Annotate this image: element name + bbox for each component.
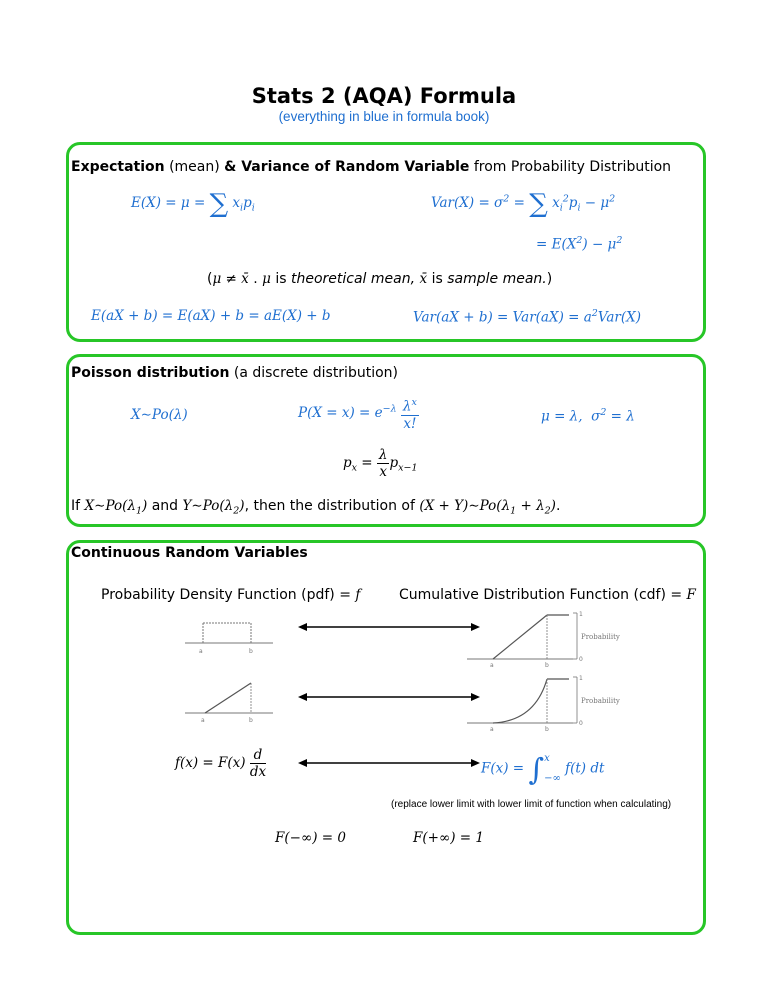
poisson-mean-variance: μ = λ, $\sigma^2 = \lambda$ [541, 407, 635, 425]
svg-text:b: b [545, 726, 549, 733]
page-title: Stats 2 (AQA) Formula [251, 84, 517, 108]
mean-note: (μ ≠ x̄ . μ is theoretical mean, x̄ is sample mean.) [207, 271, 553, 287]
poisson-pmf-formula: $P(X = x) = e^{-\lambda}$ $\frac{\lambda^x}{x!}$ [298, 397, 417, 432]
continuous-rv-box [66, 540, 706, 935]
expectation-formula: E(X) = μ = ∑ $x_ip_i$ [131, 189, 255, 219]
svg-text:0: 0 [579, 656, 583, 663]
svg-text:Probability: Probability [581, 697, 620, 705]
svg-text:b: b [249, 717, 253, 724]
section-heading-expectation: Expectation (mean) & Variance of Random Variable from Probability Distribution [71, 159, 672, 175]
variance-alt-formula: = $E(X^2) - \mu^2$ [536, 235, 623, 253]
svg-text:b: b [545, 662, 549, 669]
cdf-pos-infinity: F(+∞) = 1 [413, 830, 484, 846]
poisson-sum-statement: If $X\sim Po(\lambda_1)$ and $Y\sim Po(\lambda_2)$, then the distribution of $(X + Y)\sim Po(\lambda_1 + \lambda_2)$. [71, 498, 561, 517]
curved-cdf-graph [465, 673, 625, 733]
cdf-integral-formula: F(x) = ∫ x −∞ f(t) dt [481, 752, 605, 788]
poisson-box [66, 354, 706, 527]
double-arrow-icon [297, 689, 481, 705]
svg-text:Probability: Probability [581, 633, 620, 641]
svg-text:a: a [201, 717, 205, 724]
uniform-pdf-graph [183, 615, 275, 655]
svg-text:b: b [249, 648, 253, 655]
svg-text:1: 1 [579, 675, 583, 682]
poisson-notation: X∼Po(λ) [131, 407, 188, 423]
page-subtitle: (everything in blue in formula book) [278, 109, 490, 124]
linear-pdf-graph [183, 677, 275, 725]
svg-text:a: a [490, 662, 494, 669]
svg-text:a: a [199, 648, 203, 655]
cdf-label: Cumulative Distribution Function (cdf) = F [399, 587, 696, 603]
svg-text:a: a [490, 726, 494, 733]
linear-expectation-formula: E(aX + b) = E(aX) + b = aE(X) + b [91, 308, 331, 324]
section-heading-poisson: Poisson distribution (a discrete distribution) [71, 365, 398, 381]
lower-limit-note: (replace lower limit with lower limit of function when calculating) [391, 799, 672, 810]
expectation-variance-box [66, 142, 706, 342]
pdf-label: Probability Density Function (pdf) = f [101, 587, 361, 603]
double-arrow-icon [297, 755, 481, 771]
svg-text:1: 1 [579, 611, 583, 618]
poisson-recurrence-formula: $p_x$ = $\frac{\lambda}{x}$ $p_{x-1}$ [343, 447, 418, 480]
linear-variance-formula: $Var(aX + b) = Var(aX) = a^2Var(X)$ [413, 308, 642, 326]
svg-text:0: 0 [579, 720, 583, 727]
uniform-cdf-graph [465, 609, 625, 669]
cdf-neg-infinity: F(−∞) = 0 [275, 830, 346, 846]
section-heading-continuous: Continuous Random Variables [71, 545, 308, 561]
double-arrow-icon [297, 619, 481, 635]
variance-formula: $Var(X) = \sigma^2$ = ∑ $x_i^2p_i - \mu^2$ [431, 189, 616, 219]
pdf-from-cdf-formula: f(x) = F(x) $\frac{d}{dx}$ [175, 747, 267, 780]
